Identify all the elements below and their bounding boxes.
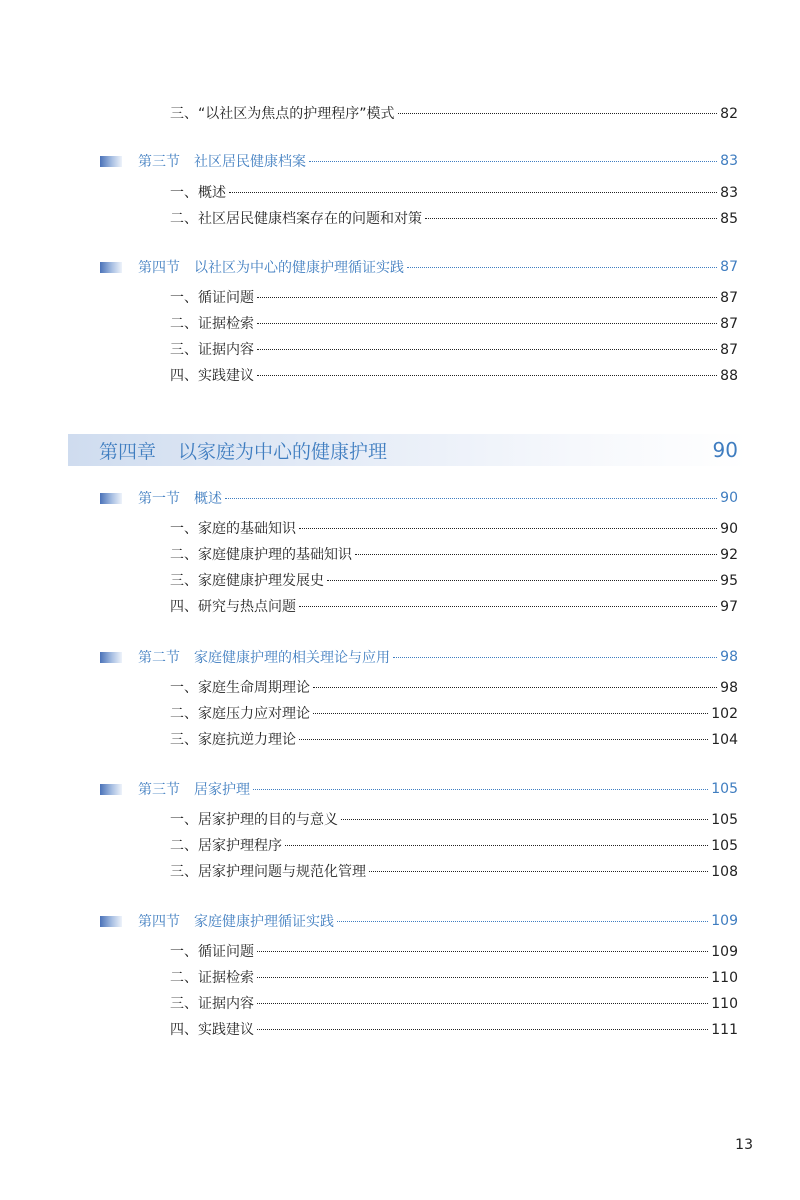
toc-entry[interactable] bbox=[170, 339, 738, 365]
section-marker-icon bbox=[100, 784, 122, 795]
dot-leader bbox=[257, 323, 717, 324]
section-title: 社区居民健康档案 bbox=[194, 154, 306, 170]
toc-entry-page: 110 bbox=[711, 970, 738, 986]
toc-entry-page: 83 bbox=[720, 185, 738, 201]
toc-entry[interactable] bbox=[170, 570, 738, 596]
dot-leader bbox=[299, 528, 717, 529]
toc-entry[interactable] bbox=[170, 677, 738, 703]
section-page: 98 bbox=[720, 649, 738, 665]
toc-entry-title: 三、家庭抗逆力理论 bbox=[170, 732, 296, 748]
dot-leader bbox=[257, 297, 717, 298]
chapter-heading[interactable] bbox=[68, 434, 748, 466]
toc-entry[interactable] bbox=[170, 208, 738, 234]
toc-section[interactable] bbox=[100, 644, 738, 670]
section-title: 概述 bbox=[194, 491, 222, 507]
toc-entry-page: 85 bbox=[720, 211, 738, 227]
toc-entry-title: 二、家庭健康护理的基础知识 bbox=[170, 547, 352, 563]
section-marker-icon bbox=[100, 156, 122, 167]
toc-entry[interactable] bbox=[170, 861, 738, 887]
toc-entry[interactable] bbox=[170, 103, 738, 129]
dot-leader bbox=[257, 1003, 708, 1004]
section-title: 居家护理 bbox=[194, 782, 250, 798]
toc-section[interactable] bbox=[100, 908, 738, 934]
toc-entry-title: 一、家庭的基础知识 bbox=[170, 521, 296, 537]
dot-leader bbox=[337, 921, 708, 922]
page-number: 13 bbox=[735, 1137, 753, 1153]
toc-entry-page: 110 bbox=[711, 996, 738, 1012]
dot-leader bbox=[369, 871, 708, 872]
toc-entry-page: 92 bbox=[720, 547, 738, 563]
toc-entry-page: 87 bbox=[720, 316, 738, 332]
dot-leader bbox=[299, 606, 717, 607]
toc-entry-page: 105 bbox=[711, 812, 738, 828]
dot-leader bbox=[257, 951, 708, 952]
toc-entry-title: 三、家庭健康护理发展史 bbox=[170, 573, 324, 589]
toc-entry-title: 三、“以社区为焦点的护理程序”模式 bbox=[170, 106, 395, 122]
section-number: 第一节 bbox=[138, 491, 180, 507]
toc-entry[interactable] bbox=[170, 809, 738, 835]
toc-entry-title: 四、实践建议 bbox=[170, 1022, 254, 1038]
toc-section[interactable] bbox=[100, 148, 738, 174]
dot-leader bbox=[341, 819, 708, 820]
toc-entry-page: 82 bbox=[720, 106, 738, 122]
toc-entry[interactable] bbox=[170, 544, 738, 570]
toc-entry-page: 104 bbox=[711, 732, 738, 748]
toc-entry-title: 一、居家护理的目的与意义 bbox=[170, 812, 338, 828]
section-page: 105 bbox=[711, 781, 738, 797]
toc-entry-title: 四、实践建议 bbox=[170, 368, 254, 384]
toc-entry-page: 108 bbox=[711, 864, 738, 880]
toc-entry[interactable] bbox=[170, 967, 738, 993]
dot-leader bbox=[425, 218, 717, 219]
dot-leader bbox=[299, 739, 708, 740]
toc-entry-page: 87 bbox=[720, 290, 738, 306]
section-number: 第三节 bbox=[138, 782, 180, 798]
toc-entry-title: 四、研究与热点问题 bbox=[170, 599, 296, 615]
toc-entry-page: 98 bbox=[720, 680, 738, 696]
section-page: 109 bbox=[711, 913, 738, 929]
toc-entry-title: 二、证据检索 bbox=[170, 316, 254, 332]
toc-entry-page: 95 bbox=[720, 573, 738, 589]
toc-entry[interactable] bbox=[170, 993, 738, 1019]
toc-entry-page: 88 bbox=[720, 368, 738, 384]
dot-leader bbox=[257, 1029, 708, 1030]
toc-entry[interactable] bbox=[170, 703, 738, 729]
toc-entry-page: 87 bbox=[720, 342, 738, 358]
dot-leader bbox=[407, 267, 717, 268]
toc-entry[interactable] bbox=[170, 596, 738, 622]
section-title: 家庭健康护理的相关理论与应用 bbox=[194, 650, 390, 666]
dot-leader bbox=[253, 789, 708, 790]
section-page: 87 bbox=[720, 259, 738, 275]
dot-leader bbox=[257, 375, 717, 376]
dot-leader bbox=[257, 977, 708, 978]
section-marker-icon bbox=[100, 916, 122, 927]
section-title: 家庭健康护理循证实践 bbox=[194, 914, 334, 930]
toc-entry-title: 三、证据内容 bbox=[170, 342, 254, 358]
toc-entry[interactable] bbox=[170, 729, 738, 755]
toc-entry[interactable] bbox=[170, 287, 738, 313]
section-title: 以社区为中心的健康护理循证实践 bbox=[194, 260, 404, 276]
section-number: 第四节 bbox=[138, 914, 180, 930]
toc-entry-title: 二、居家护理程序 bbox=[170, 838, 282, 854]
toc-section[interactable] bbox=[100, 254, 738, 280]
chapter-number: 第四章 bbox=[99, 440, 157, 463]
toc-entry-title: 一、概述 bbox=[170, 185, 226, 201]
section-number: 第三节 bbox=[138, 154, 180, 170]
dot-leader bbox=[313, 687, 717, 688]
toc-entry[interactable] bbox=[170, 941, 738, 967]
toc-entry[interactable] bbox=[170, 1019, 738, 1045]
dot-leader bbox=[285, 845, 708, 846]
toc-section[interactable] bbox=[100, 485, 738, 511]
toc-entry-title: 三、证据内容 bbox=[170, 996, 254, 1012]
section-marker-icon bbox=[100, 652, 122, 663]
toc-entry-title: 一、循证问题 bbox=[170, 290, 254, 306]
toc-entry-title: 二、证据检索 bbox=[170, 970, 254, 986]
toc-entry-page: 97 bbox=[720, 599, 738, 615]
toc-entry[interactable] bbox=[170, 313, 738, 339]
toc-entry[interactable] bbox=[170, 518, 738, 544]
dot-leader bbox=[398, 113, 718, 114]
toc-entry[interactable] bbox=[170, 835, 738, 861]
toc-section[interactable] bbox=[100, 776, 738, 802]
toc-entry-page: 111 bbox=[711, 1022, 738, 1038]
dot-leader bbox=[313, 713, 708, 714]
dot-leader bbox=[355, 554, 717, 555]
toc-entry[interactable] bbox=[170, 365, 738, 391]
toc-entry-title: 一、循证问题 bbox=[170, 944, 254, 960]
section-number: 第四节 bbox=[138, 260, 180, 276]
toc-entry-title: 三、居家护理问题与规范化管理 bbox=[170, 864, 366, 880]
toc-entry-page: 102 bbox=[711, 706, 738, 722]
toc-entry-page: 90 bbox=[720, 521, 738, 537]
toc-entry-title: 二、家庭压力应对理论 bbox=[170, 706, 310, 722]
section-marker-icon bbox=[100, 493, 122, 504]
dot-leader bbox=[229, 192, 717, 193]
toc-entry-title: 一、家庭生命周期理论 bbox=[170, 680, 310, 696]
toc-entry[interactable] bbox=[170, 182, 738, 208]
toc-entry-page: 105 bbox=[711, 838, 738, 854]
section-marker-icon bbox=[100, 262, 122, 273]
dot-leader bbox=[327, 580, 717, 581]
chapter-title: 以家庭为中心的健康护理 bbox=[178, 440, 388, 463]
section-page: 83 bbox=[720, 153, 738, 169]
dot-leader bbox=[309, 161, 717, 162]
toc-entry-page: 109 bbox=[711, 944, 738, 960]
dot-leader bbox=[393, 657, 717, 658]
toc-entry-title: 二、社区居民健康档案存在的问题和对策 bbox=[170, 211, 422, 227]
section-page: 90 bbox=[720, 490, 738, 506]
section-number: 第二节 bbox=[138, 650, 180, 666]
chapter-page: 90 bbox=[712, 438, 738, 462]
dot-leader bbox=[257, 349, 717, 350]
dot-leader bbox=[225, 498, 717, 499]
